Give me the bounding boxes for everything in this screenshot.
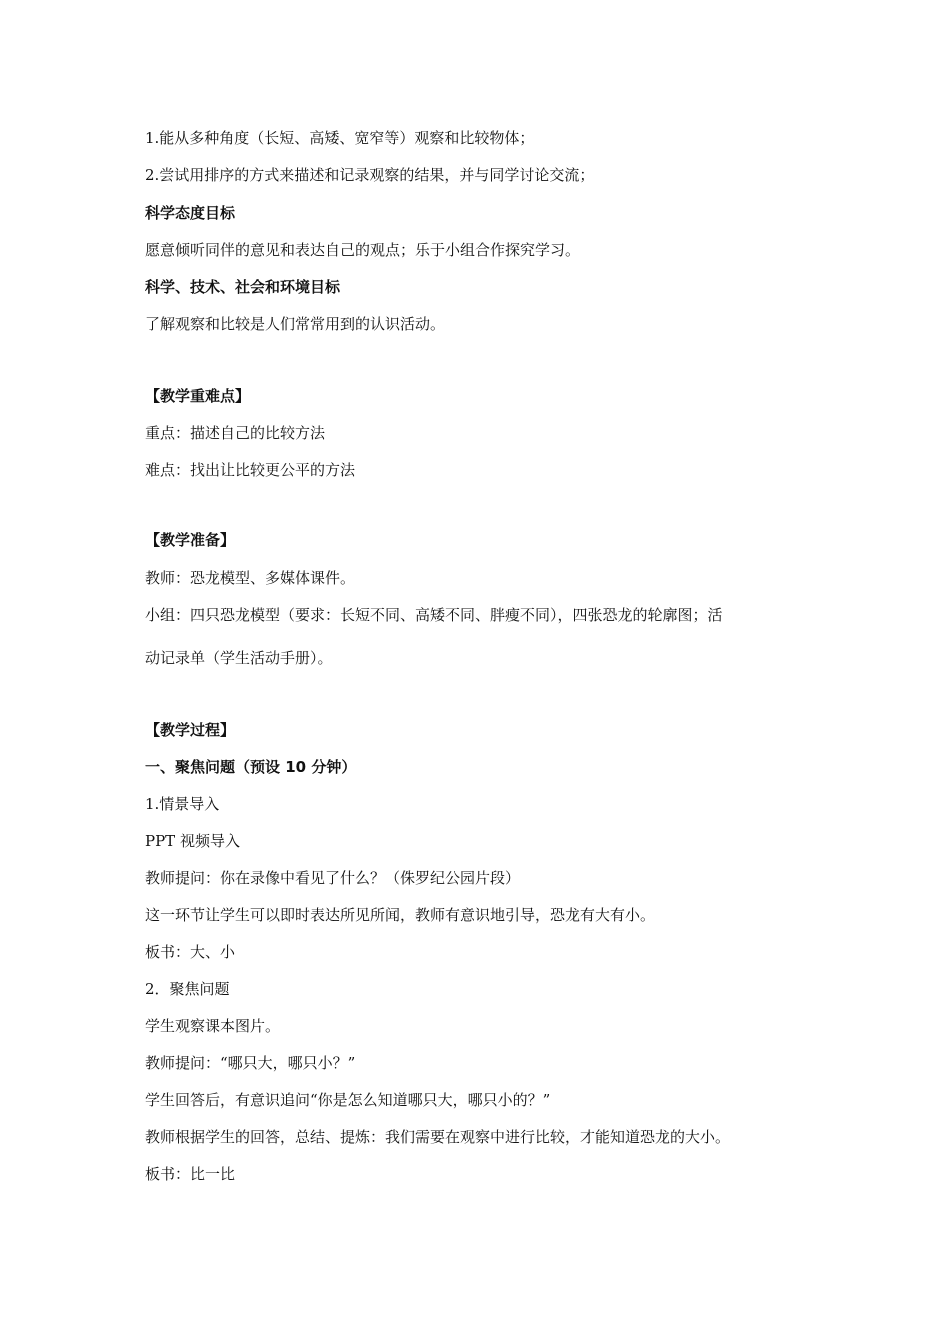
board-note-1: 板书：大、小	[145, 943, 236, 961]
stse-heading: 科学、技术、社会和环境目标	[145, 278, 341, 296]
section-1-heading: 一、聚焦问题（预设 10 分钟）	[145, 758, 357, 776]
preparation-teacher: 教师：恐龙模型、多媒体课件。	[145, 569, 356, 587]
note-1: 这一环节让学生可以即时表达所见所闻，教师有意识地引导，恐龙有大有小。	[145, 906, 656, 924]
stse-text: 了解观察和比较是人们常常用到的认识活动。	[145, 315, 446, 333]
preparation-heading: 【教学准备】	[145, 531, 236, 549]
followup-text: 学生回答后，有意识追问“你是怎么知道哪只大，哪只小的？”	[145, 1091, 551, 1109]
skill-objective-1: 1.能从多种角度（长短、高矮、宽窄等）观察和比较物体；	[145, 129, 535, 147]
summary-text: 教师根据学生的回答，总结、提炼：我们需要在观察中进行比较，才能知道恐龙的大小。	[145, 1128, 731, 1146]
step-2-label: 2．聚焦问题	[145, 980, 230, 998]
ppt-intro: PPT 视频导入	[145, 832, 240, 850]
teacher-question-2: 教师提问：“哪只大，哪只小？”	[145, 1054, 356, 1072]
observe-text: 学生观察课本图片。	[145, 1017, 281, 1035]
skill-objective-2: 2.尝试用排序的方式来描述和记录观察的结果，并与同学讨论交流；	[145, 166, 595, 184]
process-heading: 【教学过程】	[145, 721, 236, 739]
board-note-2: 板书：比一比	[145, 1165, 236, 1183]
step-1-label: 1.情景导入	[145, 795, 220, 813]
key-points-heading: 【教学重难点】	[145, 387, 251, 405]
preparation-group-line1: 小组：四只恐龙模型（要求：长短不同、高矮不同、胖瘦不同），四张恐龙的轮廓图；活	[145, 606, 723, 624]
attitude-heading: 科学态度目标	[145, 204, 236, 222]
focus-text: 重点：描述自己的比较方法	[145, 424, 326, 442]
teacher-question-1: 教师提问：你在录像中看见了什么？（侏罗纪公园片段）	[145, 869, 521, 887]
difficulty-text: 难点：找出让比较更公平的方法	[145, 461, 356, 479]
preparation-group-line2: 动记录单（学生活动手册）。	[145, 649, 333, 667]
attitude-text: 愿意倾听同伴的意见和表达自己的观点；乐于小组合作探究学习。	[145, 241, 581, 259]
